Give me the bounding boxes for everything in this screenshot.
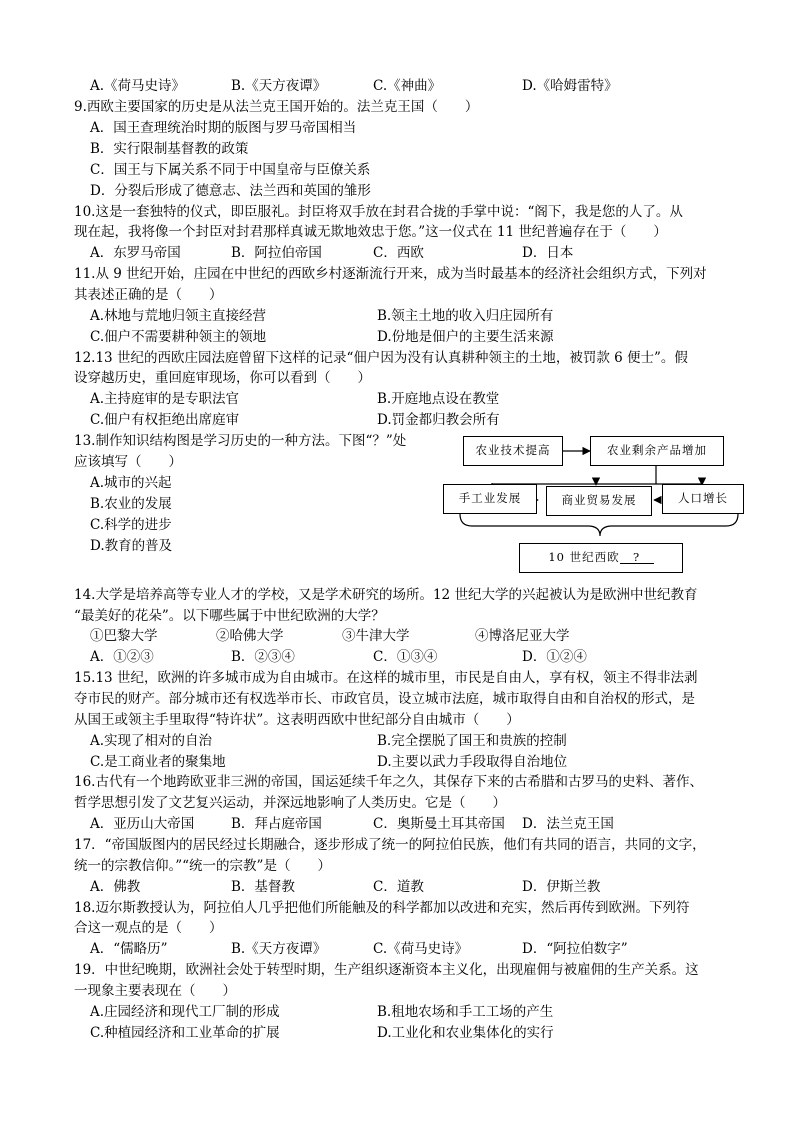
q19-stem-line2: 一现象主要表现在（ ） (74, 983, 236, 999)
q17-option-c: C．道教 (373, 879, 424, 895)
q16-option-a: A．亚历山大帝国 (90, 816, 195, 832)
q15-option-a: A.实现了相对的自治 (90, 733, 213, 749)
box-trade: 商业贸易发展 (546, 486, 652, 516)
box-agri-tech: 农业技术提高 (463, 436, 563, 466)
q13-option-a: A.城市的兴起 (90, 475, 172, 491)
q14-stem-line2: “最美好的花朵”。以下哪些属于中世纪欧洲的大学？ (74, 608, 385, 624)
q14-items (90, 626, 730, 647)
q17-options (90, 877, 730, 898)
q8-option-b: B.《天方夜谭》 (231, 78, 327, 94)
q15-option-b: B.完全摆脱了国王和贵族的控制 (377, 733, 567, 749)
q15-option-d: D.主要以武力手段取得自治地位 (377, 754, 568, 770)
q12-stem-line1: 12.13 世纪的西欧庄园法庭曾留下这样的记录“佃户因为没有认真耕种领主的土地，被罚款 6 便士”。假 (74, 350, 688, 366)
q12-option-a: A.主持庭审的是专职法官 (90, 391, 240, 407)
q14-option-d: D．①②④ (522, 649, 587, 665)
q10-option-b: B．阿拉伯帝国 (231, 245, 322, 261)
q10-option-a: A．东罗马帝国 (90, 245, 181, 261)
q12-stem-line2: 设穿越历史，重回庭审现场，你可以看到（ ） (74, 370, 371, 386)
q16-option-d: D．法兰克王国 (522, 816, 614, 832)
box-result (519, 543, 683, 573)
q14-option-a: A．①②③ (90, 649, 154, 665)
q16-option-c: C．奥斯曼土耳其帝国 (373, 816, 505, 832)
q8-option-c: C.《神曲》 (373, 78, 442, 94)
q13-stem-line1: 13.制作知识结构图是学习历史的一种方法。下图“？”处 (74, 433, 407, 449)
q11-option-b: B.领主土地的收入归庄园所有 (377, 308, 554, 324)
q17-option-a: A．佛教 (90, 879, 141, 895)
q16-option-b: B．拜占庭帝国 (231, 816, 322, 832)
q19-option-a: A.庄园经济和现代工厂制的形成 (90, 1004, 280, 1020)
q14-item-3: ③牛津大学 (342, 628, 410, 644)
q14-stem-line1: 14.大学是培养高等专业人才的学校，又是学术研究的场所。12 世纪大学的兴起被认为是欧洲中世纪教育 (74, 587, 698, 603)
q11-stem-line1: 11.从 9 世纪开始，庄园在中世纪的西欧乡村逐渐流行开来，成为当时最基本的经济社会组织方式，下列对 (74, 266, 707, 282)
q12-option-b: B.开庭地点设在教堂 (377, 391, 500, 407)
q14-option-c: C．①③④ (373, 649, 438, 665)
q16-stem-line2: 哲学思想引发了文艺复兴运动，并深远地影响了人类历史。它是（ ） (74, 795, 506, 811)
q11-option-c: C.佃户不需要耕种领主的领地 (90, 329, 267, 345)
q18-stem-line1: 18.迈尔斯教授认为，阿拉伯人几乎把他们所能触及的科学都加以改进和充实，然后再传到欧洲。下列符 (74, 900, 690, 916)
q19-options-row1 (90, 1002, 730, 1023)
q14-item-1: ①巴黎大学 (90, 628, 158, 644)
q19-options-row2 (90, 1023, 730, 1044)
q11-option-a: A.林地与荒地归领主直接经营 (90, 308, 267, 324)
q9-option-b: B．实行限制基督教的政策 (90, 141, 249, 157)
q16-stem-line1: 16.古代有一个地跨欧亚非三洲的帝国，国运延续千年之久，其保存下来的古希腊和古罗马的史料、著作、 (74, 774, 703, 790)
summary-brace (460, 514, 738, 536)
box-population: 人口增长 (662, 484, 744, 514)
q17-option-b: B．基督教 (231, 879, 295, 895)
q9-option-a: A．国王查理统治时期的版图与罗马帝国相当 (90, 120, 357, 136)
q14-item-4: ④博洛尼亚大学 (475, 628, 570, 644)
q11-option-d: D.份地是佃户的主要生活来源 (377, 329, 554, 345)
q19-option-c: C.种植园经济和工业革命的扩展 (90, 1025, 280, 1041)
box-agri-surplus: 农业剩余产品增加 (590, 436, 724, 466)
q12-option-d: D.罚金都归教会所有 (377, 412, 500, 428)
q10-stem-line1: 10.这是一套独特的仪式，即臣服礼。封臣将双手放在封君合拢的手掌中说：“阁下，我是您的人了。从 (74, 204, 683, 220)
q11-stem-line2: 其表述正确的是（ ） (74, 287, 223, 303)
box-result-prefix: 10 世纪西欧 (548, 550, 620, 565)
q10-option-c: C．西欧 (373, 245, 424, 261)
q15-stem-line1: 15.13 世纪，欧洲的许多城市成为自由城市。在这样的城市里，市民是自由人，享有权，领主不得非法剥 (74, 670, 698, 686)
q13-stem-line2: 应该填写（ ） (74, 454, 182, 470)
q16-options (90, 814, 730, 835)
q15-option-c: C.是工商业者的聚集地 (90, 754, 226, 770)
q14-option-b: B．②③④ (231, 649, 295, 665)
q13-option-c: C.科学的进步 (90, 517, 172, 533)
q14-item-2: ②哈佛大学 (216, 628, 284, 644)
q18-options (90, 939, 730, 960)
q17-option-d: D．伊斯兰教 (522, 879, 601, 895)
q9-stem: 9.西欧主要国家的历史是从法兰克王国开始的。法兰克王国（ ） (74, 99, 479, 115)
q15-stem-line2: 夺市民的财产。部分城市还有权选举市长、市政官员，设立城市法庭，城市取得自由和自治权的形式，是 (74, 691, 695, 707)
q15-options-row2 (90, 752, 730, 773)
q17-stem-line1: 17．“帝国版图内的居民经过长期融合，逐步形成了统一的阿拉伯民族，他们有共同的语言，共同的文字， (74, 837, 706, 853)
q10-stem-line2: 现在起，我将像一个封臣对封君那样真诚无欺地效忠于您。”这一仪式在 11 世纪普遍存在于（ ） (74, 224, 667, 240)
q19-option-b: B.租地农场和手工工场的产生 (377, 1004, 554, 1020)
q9-option-c: C．国王与下属关系不同于中国皇帝与臣僚关系 (90, 162, 371, 178)
q10-option-d: D．日本 (522, 245, 574, 261)
q13-option-b: B.农业的发展 (90, 496, 172, 512)
q13-option-d: D.教育的普及 (90, 538, 173, 554)
q18-option-a: A．“儒略历” (90, 941, 168, 957)
q19-option-d: D.工业化和农业集体化的实行 (377, 1025, 554, 1041)
q9-option-d: D．分裂后形成了德意志、法兰西和英国的雏形 (90, 183, 371, 199)
q19-stem-line1: 19．中世纪晚期，欧洲社会处于转型时期，生产组织逐渐资本主义化，出现雇佣与被雇佣的生产关系。这 (74, 962, 699, 978)
q12-option-c: C.佃户有权拒绝出席庭审 (90, 412, 240, 428)
q14-options (90, 647, 730, 668)
q17-stem-line2: 统一的宗教信仰。”“统一的宗教”是（ ） (74, 858, 331, 874)
q18-option-d: D．“阿拉伯数字” (522, 941, 628, 957)
q18-stem-line2: 合这一观点的是（ ） (74, 920, 223, 936)
q15-stem-line3: 从国王或领主手里取得“特许状”。这表明西欧中世纪部分自由城市（ ） (74, 712, 520, 728)
q18-option-c: C.《荷马史诗》 (373, 941, 469, 957)
q8-option-a: A.《荷马史诗》 (90, 78, 186, 94)
q8-option-d: D.《哈姆雷特》 (522, 78, 618, 94)
box-handicraft: 手工业发展 (443, 484, 537, 514)
q18-option-b: B.《天方夜谭》 (231, 941, 327, 957)
q15-options-row1 (90, 731, 730, 752)
box-result-blank: ? (620, 552, 654, 565)
